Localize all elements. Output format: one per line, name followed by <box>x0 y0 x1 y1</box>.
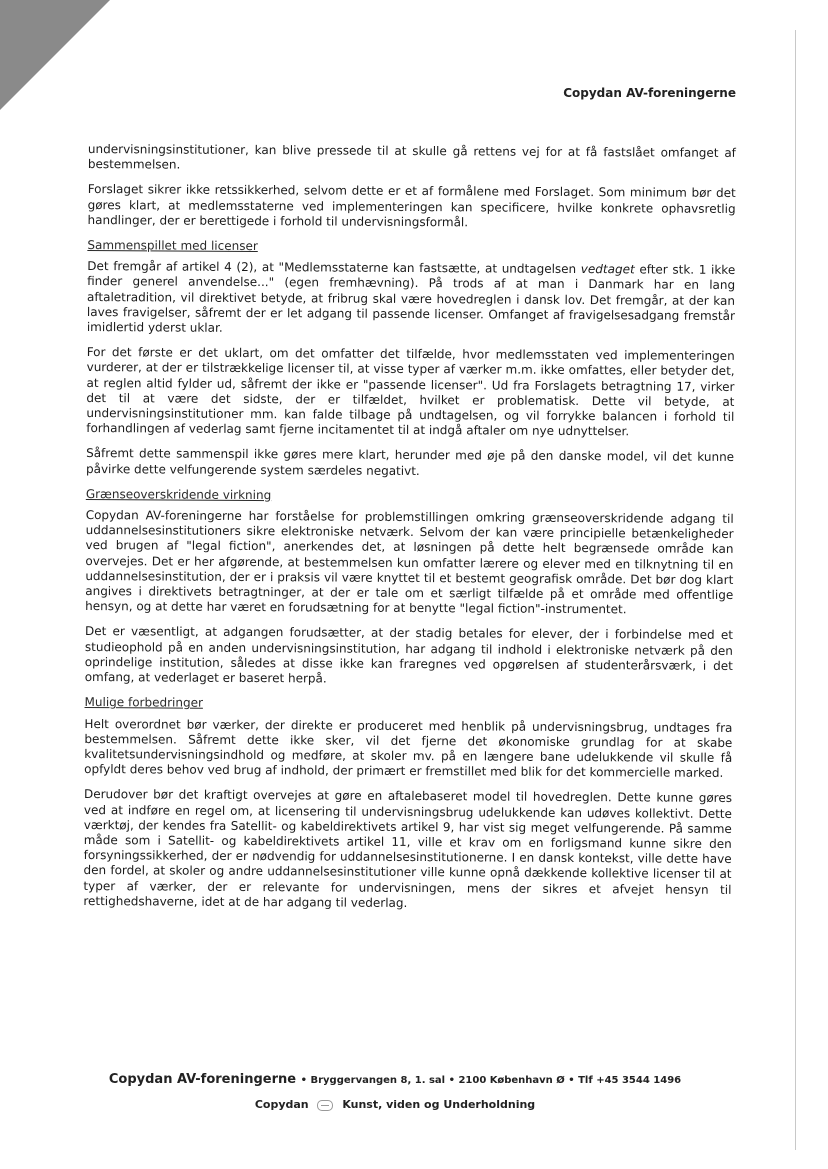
paragraph: Helt overordnet bør værker, der direkte er produceret med henblik på undervisningsbrug, undtages fra bestemmelsen. Såfremt dette ikke sker, vil det fjerne det økonomiske grundlag for at skabe kvalitetsundervisningsindhold og medføre, at skoler mv. på en længere bane udelukkende vil skulle få opfyldt deres behov ved brug af indhold, der primært er fremstillet med blik for det kommercielle marked. <box>84 716 733 781</box>
footer-address: • Bryggervangen 8, 1. sal • 2100 København Ø • Tlf +45 3544 1496 <box>300 1075 682 1086</box>
paragraph: Derudover bør det kraftigt overvejes at gøre en aftalebaseret model til hovedreglen. Dette kunne gøres ved at indføre en regel om, at licensering til undervisningsbrug udelukkende kan udøves kollektivt. Dette værktøj, der kendes fra Satellit- og kabeldirektivets artikel 9, har vist sig meget velfungerende. På samme måde som i Satellit- og kabeldirektivets artikel 11, ville et krav om en forligsmand kunne sikre den forsyningssikkerhed, der er nødvendig for uddannelsesinstitutionerne. I en dansk kontekst, ville dette have den fordel, at skoler og andre uddannelsesinstitutioner ville kunne opnå dækkende kollektive licenser til at typer af værker, der er relevante for undervisningen, mens der sikres et afvejet hensyn til rettighedshaverne, idet at de har adgang til vederlag. <box>83 787 733 910</box>
page-header: Copydan AV-foreningerne <box>563 86 736 100</box>
footer-brand: Copydan <box>254 1098 309 1111</box>
copydan-logo-icon <box>317 1100 333 1111</box>
footer-address-line <box>0 1070 790 1091</box>
document-body <box>83 142 736 923</box>
section-heading: Sammenspillet med licenser <box>87 238 258 254</box>
paragraph: Forslaget sikrer ikke retssikkerhed, selvom dette er et af formålene med Forslaget. Som minimum bør det gøres klart, at medlemsstaterne ved implementeringen kan specificere, hvilke konkrete ophavsretlig handlinger, der er berettigede i forhold til undervisningsformål. <box>87 182 736 230</box>
paragraph: For det første er det uklart, om det omfatter det tilfælde, hvor medlemsstaten ved implementeringen vurderer, at der er tilstrækkelige licenser til, at visse typer af værker m.m. ikke omfattes, eller betyder det, at reglen altid fylder ud, såfremt der ikke er "passende licenser". Ud fra Forslagets betragtning 17, virker det til at være det sidste, der er tilfældet, hvilket er problematisk. Dette vil betyde, at undervisningsinstitutioner mm. kan falde tilbage på undtagelsen, og vil forrykke balancen i forhold til forhandlingen af vederlag samt fjerne incitamentet til at indgå aftaler om nye udnyttelser. <box>86 345 735 439</box>
paragraph: Copydan AV-foreningerne har forståelse for problemstillingen omkring grænseoverskridende adgang til uddannelsesinstitutioners sikre elektroniske netværk. Selvom der kan være principielle betænkeligheder ved brugen af "legal fiction", anerkendes det, at løsningen på dette helt begrænsede område kan overvejes. Det er her afgørende, at bestemmelsen kun omfatter lærere og elever med en tilknytning til en uddannelsesinstitution, der er i praksis vil være knyttet til et bestemt geografisk område. Det bør dog klart angives i direktivets betragtninger, at der er tale om et særligt tilfælde på et område med offentlige hensyn, og at dette har været en forudsætning for at benytte "legal fiction"-instrumentet. <box>85 508 734 617</box>
paragraph: Det er væsentligt, at adgangen forudsætter, at der stadig betales for elever, der i forbindelse med et studieophold på en anden undervisningsinstitution, har adgang til indhold i elektroniske netværk på den oprindelige institution, således at disse ikke kan fraregnes ved opgørelsen af studenterårsværk, i det omfang, at vederlaget er baseret herpå. <box>84 624 734 686</box>
paragraph: Det fremgår af artikel 4 (2), at "Medlemsstaterne kan fastsætte, at undtagelsen vedtaget efter stk. 1 ikke finder generel anvendelse..." (egen fremhævning). På trods af at man i Danmark har en lang aftaletradition, vil direktivet betyde, at fribrug skal være hovedreglen i dansk lov. Det fremgår, at der kan laves fravigelser, såfremt der er let adgang til passende licenser. Omfanget af fravigelsesadgang fremstår imidlertid yderst uklar. <box>86 259 736 335</box>
paragraph: undervisningsinstitutioner, kan blive pressede til at skulle gå rettens vej for at få fastslået omfanget af bestemmelsen. <box>87 142 736 172</box>
page-edge-line <box>795 30 796 1150</box>
paragraph: Såfremt dette sammenspil ikke gøres mere klart, herunder med øje på den danske model, vil det kunne påvirke dette velfungerende system særdeles negativt. <box>85 446 735 478</box>
footer-org: Copydan AV-foreningerne <box>108 1072 297 1087</box>
section-heading: Mulige forbedringer <box>84 695 203 711</box>
section-heading: Grænseoverskridende virkning <box>85 486 272 502</box>
footer-tagline: Kunst, viden og Underholdning <box>342 1098 536 1111</box>
emphasis: vedtaget <box>580 262 635 277</box>
corner-shadow <box>0 0 110 110</box>
footer-brand-line <box>0 1095 790 1115</box>
page-footer <box>0 1070 790 1115</box>
